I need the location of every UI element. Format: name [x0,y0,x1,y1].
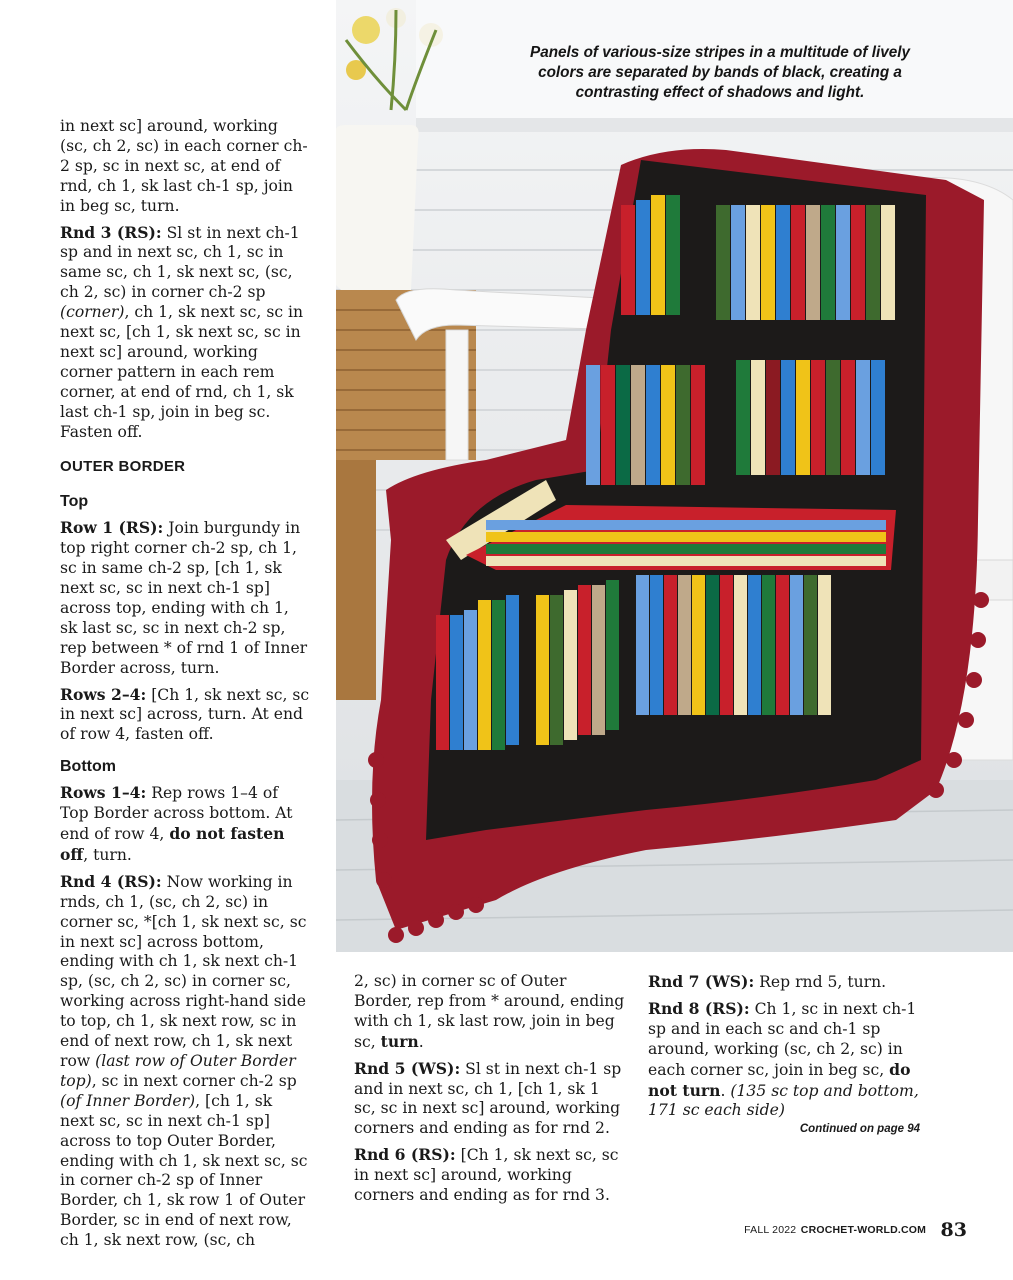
paragraph-text: in next sc] around, working (sc, ch 2, sc) in each corner ch-2 sp, sc in next sc, at end of rnd, ch 1, sk last ch-1 sp, join in beg sc, turn. [60,117,308,215]
step-label: Rnd 7 (WS): [648,972,755,991]
text-column-1 [60,117,310,1257]
step-label: Row 1 (RS): [60,518,164,538]
instruction-rnd-5 [354,1059,626,1140]
step-label: Rnd 3 (RS): [60,222,162,242]
step-text: , sc in next corner ch-2 sp [91,1071,297,1090]
instruction-rnd-7 [648,972,920,993]
magazine-url: CROCHET-WORLD.COM [800,1224,927,1236]
section-heading-outer-border: OUTER BORDER [60,457,186,475]
step-text: Rep rnd 5, turn. [754,973,887,991]
page-number: 83 [940,1219,967,1241]
step-text: Now working in rnds, ch 1, (sc, ch 2, sc) in corner sc, *[ch 1, sk next sc, sc in next sc] across bottom, ending with ch 1, sk next ch-1 sp, (sc, ch 2, sc) in corner sc, working across right-hand side to top, ch 1, sk next row, sc in end of next row, ch 1, sk next row [60,872,307,1070]
step-text: Join burgundy in top right corner ch-2 sp, ch 1, sc in same ch-2 sp, [ch 1, sk next sc, sc in next ch-1 sp] across top, ending with ch 1, sk last sc, sc in next ch-2 sp, rep between * of rnd 1 of Inner Border across, turn. [60,519,308,677]
step-text: , turn. [83,845,132,864]
step-label: Rnd 6 (RS): [354,1145,456,1165]
step-label: Rnd 8 (RS): [648,998,750,1018]
step-label: Rnd 4 (RS): [60,871,162,891]
step-text: , ch 1, sk next sc, sc in next sc, [ch 1, sk next sc, sc in next sc] around, working corner pattern in each rem corner, at end of rnd, ch 1, sk last ch-1 sp, join in beg sc. Fasten off. [60,303,304,441]
paragraph-text: 2, sc) in corner sc of Outer Border, rep from * around, ending with ch 1, sk last row, join in beg sc, [354,972,625,1051]
step-label: Rows 2–4: [60,684,147,704]
instruction-rows-2-4 [60,685,310,746]
step-text: . [720,1081,731,1100]
step-text: [Ch 1, sk next sc, sc in next sc] around, working corners and ending as for rnd 3. [354,1146,619,1205]
step-text: , [ch 1, sk next sc, sc in next ch-1 sp] across to top Outer Border, ending with ch 1, sk next sc, sc in corner ch-2 sp of Inner Border, ch 1, sk row 1 of Outer Border, sc in end of next row, ch 1, sk next row, (sc, ch [60,1091,308,1250]
text-column-2 [354,972,626,1212]
afghan-photo [336,0,1013,952]
step-emphasis: turn [380,1031,419,1051]
subheading-top: Top [60,493,89,511]
step-emphasis: do not turn [648,1059,911,1100]
text-column-3 [648,972,920,1127]
step-label: Rnd 5 (WS): [354,1058,461,1078]
step-text: Sl st in next ch-1 sp and in next sc, ch 1, [ch 1, sk 1 sc, sc in next sc] around, working corners and ending as for rnd 2. [354,1059,622,1138]
step-text: Rep rows 1–4 of Top Border across bottom. At end of row 4, [60,784,293,843]
stitch-count-note: (135 sc top and bottom, 171 sc each side) [648,1081,919,1120]
step-label: Rows 1–4: [60,783,147,803]
step-text: Sl st in next ch-1 sp and in next sc, ch 1, sc in same sc, ch 1, sk next sc, (sc, ch 2, sc) in corner ch-2 sp [60,223,300,302]
photo-caption: Panels of various-size stripes in a multitude of lively colors are separated by bands of black, creating a contrasting effect of shadows and light. [530,44,910,101]
instruction-rnd-4 [60,872,310,1251]
instruction-rows-1-4 [60,783,310,866]
instruction-rnd-6 [354,1145,626,1206]
instruction-row-1 [60,518,310,678]
instruction-rnd-8 [648,999,920,1121]
issue-label: FALL 2022 [744,1224,797,1236]
step-note: (corner) [60,303,125,322]
step-emphasis: do not fasten off [60,824,285,864]
page-footer [744,1219,967,1241]
paragraph-text: . [418,1032,424,1051]
step-text: [Ch 1, sk next sc, sc in next sc] across, turn. At end of row 4, fasten off. [60,685,310,744]
subheading-bottom: Bottom [60,758,116,776]
stripe-panel-top [621,195,895,320]
continued-on-page[interactable]: Continued on page 94 [799,1123,920,1135]
instruction-rnd-3 [60,223,310,443]
step-note: (last row of Outer Border top) [60,1051,296,1090]
afghan-illustration [336,0,1013,952]
step-text: Ch 1, sc in next ch-1 sp and in each sc and ch-1 sp around, working (sc, ch 2, sc) in each corner sc, join in beg sc, [648,999,917,1079]
paragraph-continued [60,117,310,217]
step-note: (of Inner Border) [60,1091,196,1110]
paragraph-continued [354,972,626,1053]
